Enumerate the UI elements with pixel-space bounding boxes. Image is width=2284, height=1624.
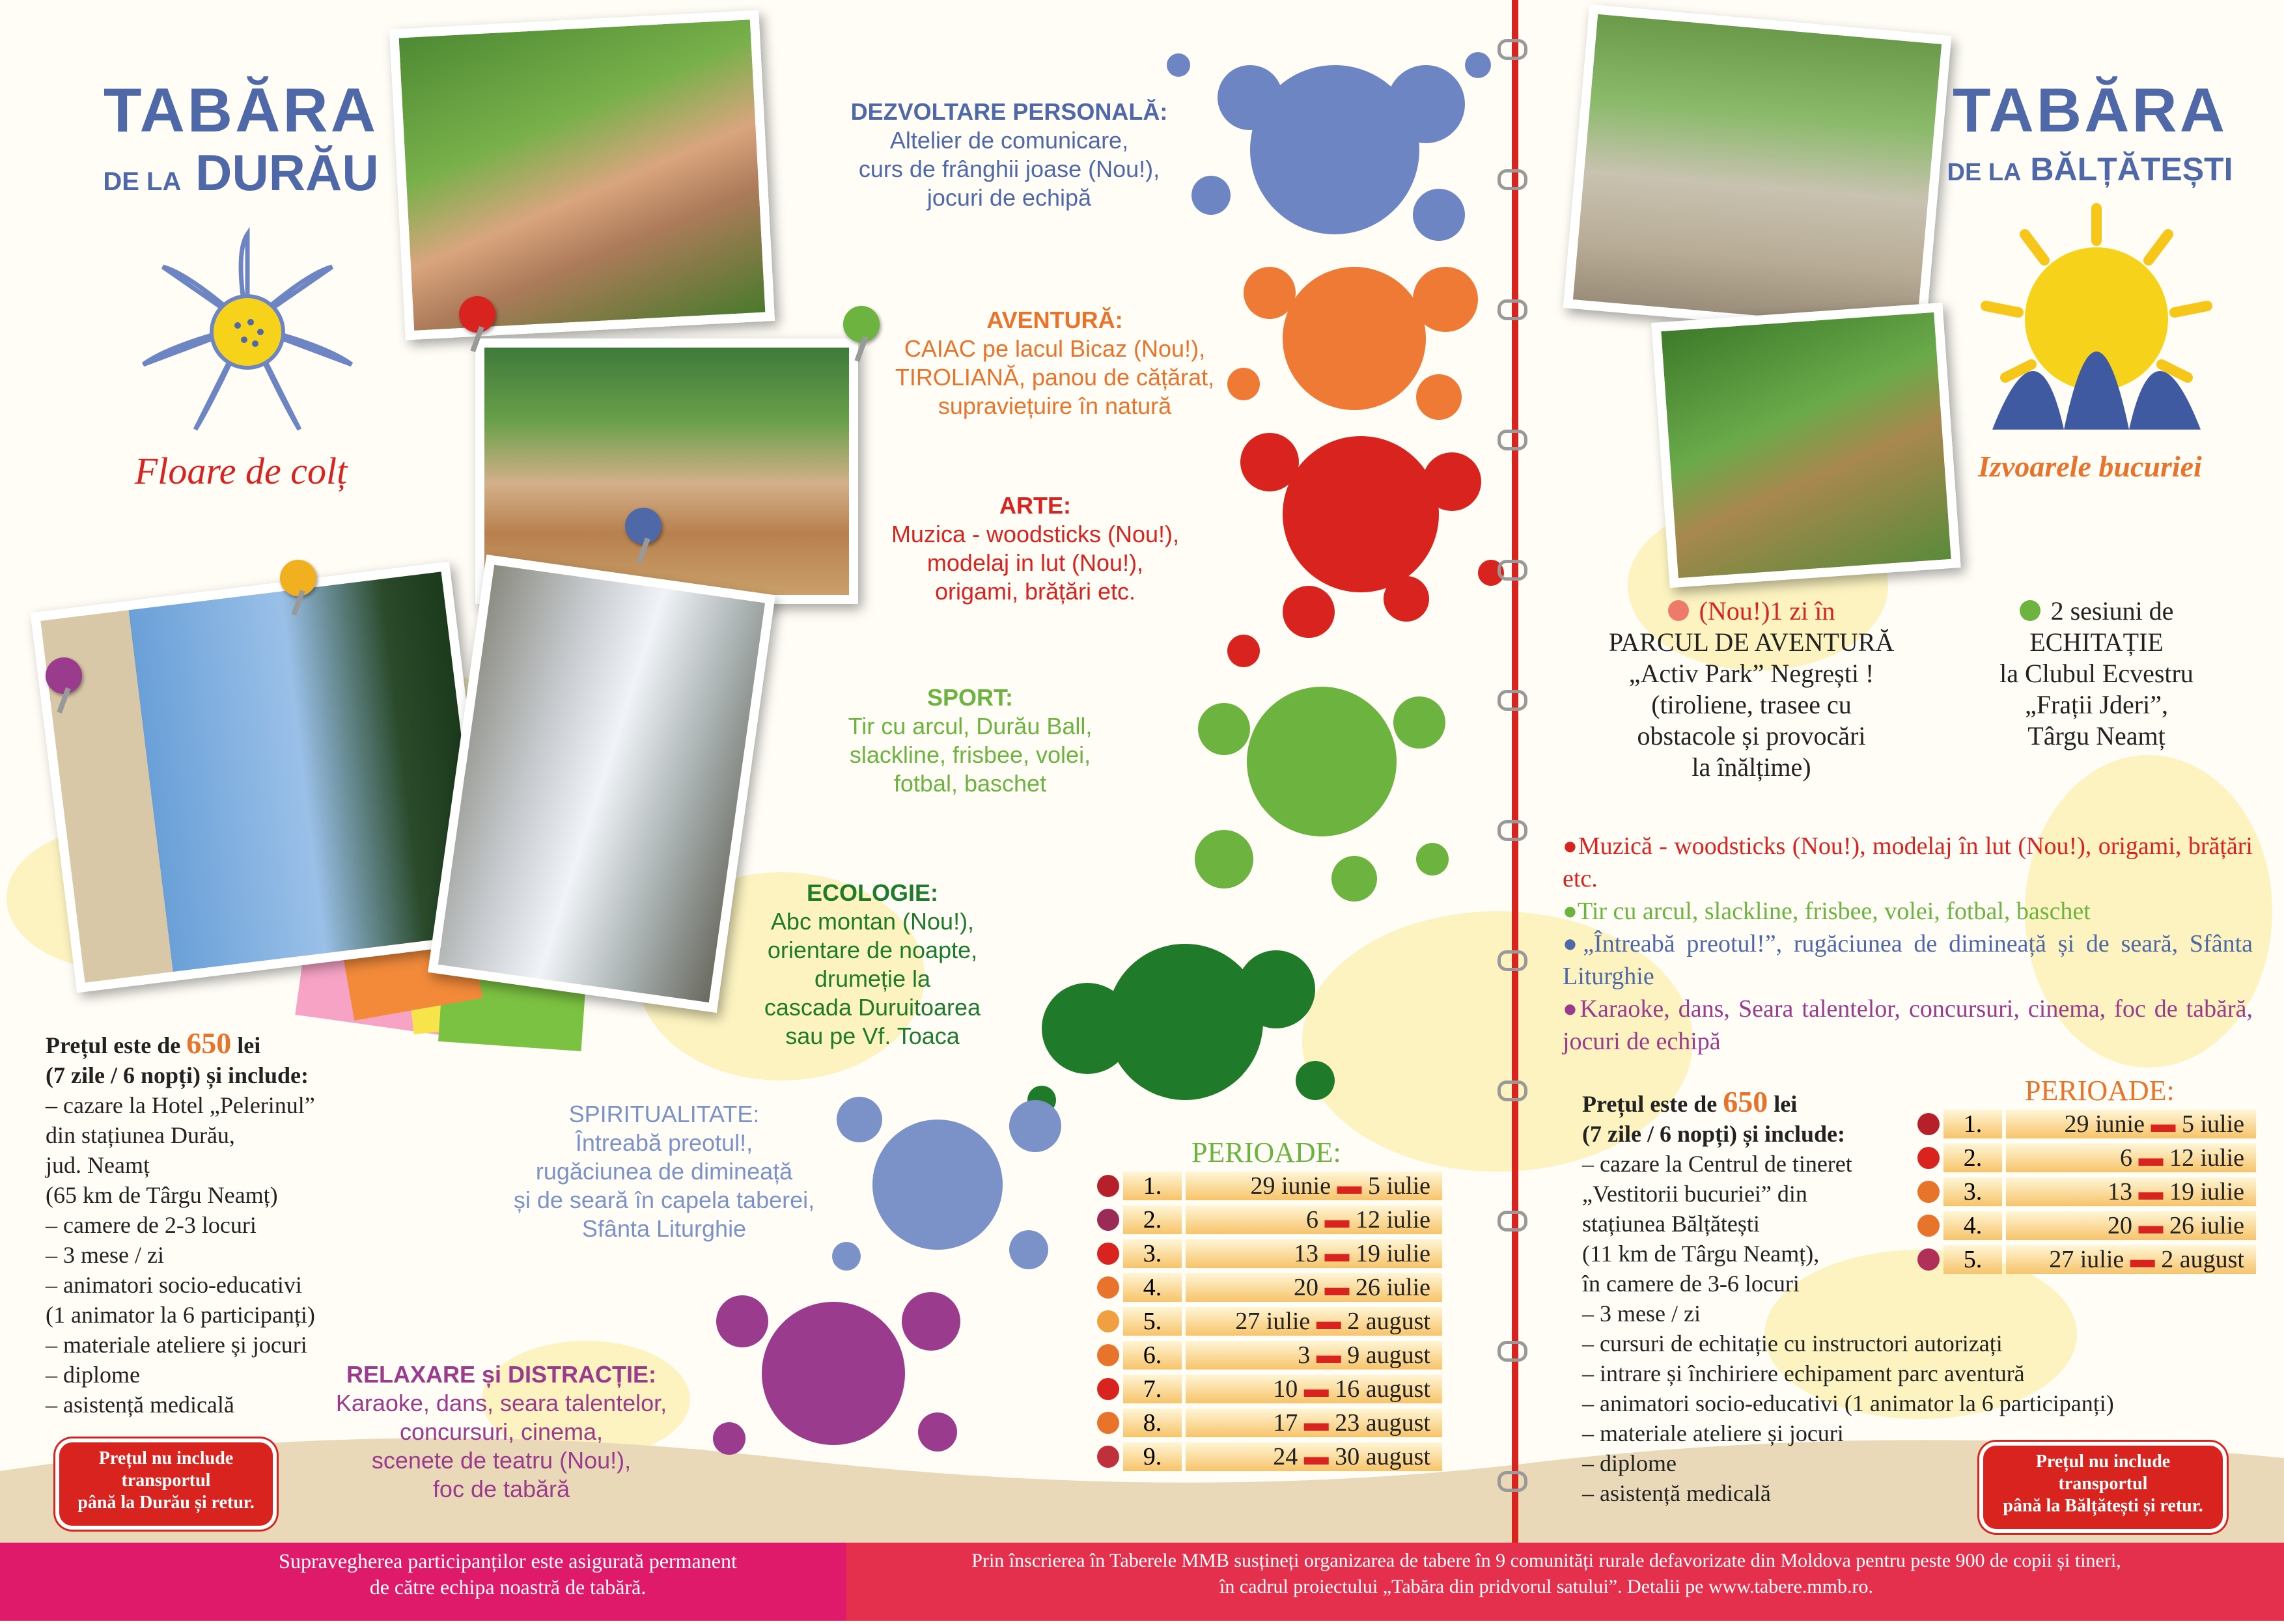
right-title [1927,78,2253,199]
activity-arts [853,491,1218,606]
period-end: 2 august [2161,1246,2244,1273]
period-dot [1097,1276,1119,1299]
bullet-dot: ● [1563,833,1578,860]
price-item: jud. Neamț [46,1152,150,1178]
period-start: 3 [1298,1342,1311,1369]
bullet-dot: ● [1563,898,1578,925]
activity-line: jocuri de echipă [926,184,1092,211]
right-periods-title: PERIOADE: [2025,1075,2175,1107]
feature-line: obstacole și provocări [1637,721,1866,750]
period-dash: ▬ [1337,1172,1362,1200]
period-end: 2 august [1347,1308,1430,1335]
activity-heading: SPORT: [926,684,1013,711]
period-start: 13 [1293,1240,1318,1267]
price-item: – asistență medicală [1582,1480,1771,1506]
period-dot [1097,1446,1119,1468]
period-num: 5. [1123,1307,1182,1336]
feature-line: la Clubul Ecvestru [1999,659,2193,688]
ring [1497,950,1527,971]
right-title-line2-wrap [1927,143,2253,199]
period-dates [1186,1205,1442,1234]
activity-heading: ECOLOGIE: [806,879,938,906]
feature-dot-icon [1668,600,1689,621]
period-end: 30 august [1335,1443,1430,1470]
period-row [1123,1375,1442,1403]
period-start: 29 iunie [1250,1172,1331,1200]
activity-line: slackline, frisbee, volei, [849,741,1091,768]
pin-blue [625,508,662,544]
left-price-block [46,1028,384,1420]
period-dot [1097,1175,1119,1197]
price-item: – animatori socio-educativi [46,1272,302,1298]
right-logo-caption: Izvoarele bucuriei [1978,450,2202,483]
bullet-dot: ● [1563,930,1583,957]
period-num: 2. [1123,1205,1182,1234]
period-end: 19 iulie [2169,1178,2244,1205]
period-start: 20 [1293,1274,1318,1301]
price-item: – 3 mese / zi [46,1242,164,1268]
transport-line: Prețul nu include [98,1448,234,1468]
period-row [1123,1307,1442,1336]
period-num: 8. [1123,1409,1182,1437]
transport-line: transportul [121,1470,211,1491]
activity-heading: AVENTURĂ: [986,307,1123,333]
activity-bullet [1563,993,2253,1058]
transport-line: până la Durău și retur. [77,1493,255,1513]
period-end: 26 iulie [1355,1274,1430,1301]
footer-line: în cadrul proiectului „Tabăra din pridvorul satului”. Detalii pe www.tabere.mmb.ro. [1219,1576,1873,1597]
period-dash: ▬ [2130,1246,2155,1273]
period-row [1943,1177,2256,1206]
period-dot [1097,1310,1119,1332]
activity-line: fotbal, baschet [893,770,1047,797]
period-dot [1097,1209,1119,1231]
period-end: 5 iulie [1367,1172,1430,1200]
bullet-text: Muzică - woodsticks (Nou!), modelaj în lut (Nou!), origami, brățări etc. [1563,833,2253,892]
period-row [1943,1144,2256,1172]
right-title-line1: TABĂRA [1952,76,2228,145]
price-label-after: lei [237,1032,261,1058]
ring [1497,299,1527,320]
period-end: 12 iulie [1355,1206,1430,1233]
period-row [1123,1205,1442,1234]
photo-climbing-wall [31,562,496,993]
period-dates [2006,1144,2256,1172]
footer-left [215,1548,801,1600]
period-num: 4. [1123,1273,1182,1302]
left-title-line2-wrap [98,143,384,211]
period-row [1123,1442,1442,1471]
period-num: 4. [1943,1211,2002,1240]
activity-line: curs de frânghii joase (Nou!), [858,156,1160,182]
period-dates [1186,1409,1442,1437]
period-start: 27 iulie [1235,1308,1311,1335]
price-item: – 3 mese / zi [1582,1301,1701,1327]
feature-adventure-park [1563,596,1940,783]
price-item: – cazare la Hotel „Pelerinul” [46,1092,315,1118]
feature-line [1940,596,2253,627]
period-row [1123,1341,1442,1369]
price-item: – diplome [46,1362,140,1388]
period-dash: ▬ [1303,1443,1329,1470]
activity-line: modelaj in lut (Nou!), [926,549,1144,576]
pin-red [459,296,495,333]
activity-line: Tir cu arcul, Durău Ball, [848,713,1093,739]
feature-equestrian [1940,596,2253,752]
price-item: – intrare și închiriere echipament parc aventură [1582,1360,2025,1386]
period-dates [1186,1341,1442,1369]
activity-heading: RELAXARE și DISTRACȚIE: [346,1361,657,1388]
bullet-text: Karaoke, dans, Seara talentelor, concursuri, cinema, foc de tabără, jocuri de echipă [1563,995,2253,1055]
footer-line: de către echipa noastră de tabără. [369,1575,647,1599]
left-title-line2: DURĂU [195,144,379,201]
pin-yellow [280,560,316,596]
transport-line: Prețul nu include [2035,1452,2171,1472]
price-item: – materiale ateliere și jocuri [46,1332,307,1358]
price-item: „Vestitorii bucuriei” din [1582,1181,1807,1207]
activity-line: concursuri, cinema, [399,1418,604,1445]
ring [1497,1341,1527,1362]
activity-heading: DEZVOLTARE PERSONALĂ: [850,98,1168,125]
period-dash: ▬ [1316,1308,1341,1335]
right-periods-table [1943,1110,2256,1279]
period-dates [1186,1375,1442,1403]
period-dot [1917,1181,1940,1203]
feature-line: „Frații Jderi”, [2025,690,2168,719]
period-dot [1097,1378,1119,1400]
price-item: (11 km de Târgu Neamț), [1582,1241,1820,1267]
activity-line: scenete de teatru (Nou!), [371,1447,632,1474]
price-amount: 650 [186,1026,232,1060]
period-row [1943,1211,2256,1240]
footer-line: Prin înscrierea în Taberele MMB susțineți organizarea de tabere în 9 comunități rurale defavorizate din Moldova pentru peste 900 de copii și tineri, [971,1550,2121,1571]
feature-line: ECHITAȚIE [2029,627,2164,657]
period-start: 10 [1273,1375,1298,1403]
transport-line: transportul [2058,1474,2148,1494]
activity-line: Altelier de comunicare, [889,127,1129,154]
period-row [1943,1245,2256,1274]
photo-waterfall [428,555,775,1013]
period-dash: ▬ [2138,1212,2164,1239]
period-dash: ▬ [1324,1206,1350,1233]
period-end: 16 august [1335,1375,1430,1403]
feature-dot-icon [2020,600,2040,621]
activity-bullet [1563,895,2253,928]
feature-line: „Activ Park” Negrești ! [1628,659,1874,688]
splat-green [1159,664,1471,937]
activity-line: cascada Duruitoarea [764,994,981,1021]
price-item: – asistență medicală [46,1392,234,1418]
period-row [1123,1409,1442,1437]
period-dash: ▬ [1324,1240,1350,1267]
period-end: 26 iulie [2169,1212,2244,1239]
ring [1497,169,1527,190]
period-dash: ▬ [2151,1110,2176,1138]
activity-line: TIROLIANĂ, panou de cățărat, [895,364,1215,391]
period-row [1123,1239,1442,1268]
price-duration: (7 zile / 6 nopți) și include: [46,1062,309,1088]
period-dot [1097,1243,1119,1265]
feature-line: (tiroliene, trasee cu [1651,690,1852,719]
splat-purple [684,1263,983,1484]
activity-line: Întreabă preotul!, [575,1129,753,1156]
ring [1497,1211,1527,1232]
bullet-dot: ● [1563,995,1580,1023]
period-dates [1186,1239,1442,1268]
period-start: 17 [1273,1409,1298,1437]
period-row [1123,1172,1442,1200]
period-start: 6 [1305,1206,1318,1233]
period-num: 1. [1943,1110,2002,1138]
activity-line: rugăciunea de dimineață [535,1158,793,1185]
activity-line: supraviețuire în natură [938,392,1172,419]
notebook-rings [1497,0,1537,1543]
footer-line: Supravegherea participanților este asigurată permanent [279,1549,737,1573]
activity-bullet [1563,830,2253,895]
period-dash: ▬ [1303,1375,1329,1403]
activity-line: și de seară în capela taberei, [513,1187,815,1213]
left-title [98,78,384,211]
right-transport-note [1979,1442,2227,1533]
period-dash: ▬ [2138,1144,2164,1172]
period-dates [2006,1110,2256,1138]
edelweiss-logo [117,215,378,456]
period-num: 6. [1123,1341,1182,1369]
footer-right [846,1548,2246,1600]
bullet-text: „Întreabă preotul!”, rugăciunea de dimineață și de seară, Sfânta Liturghie [1563,930,2253,990]
period-dash: ▬ [1324,1274,1350,1301]
ring [1497,690,1527,711]
price-item: (1 animator la 6 participanți) [46,1302,315,1328]
splat-red [1191,404,1530,677]
activity-line: orientare de noapte, [767,937,978,963]
period-end: 12 iulie [2169,1144,2244,1172]
left-title-line1: TABĂRA [103,76,379,145]
splat-blue [1152,26,1517,273]
price-item: din stațiunea Durău, [46,1122,235,1148]
activity-sport [807,683,1133,798]
period-dates [2006,1211,2256,1240]
price-item: – cursuri de echitație cu instructori autorizați [1582,1330,2003,1356]
price-item: – cazare la Centrul de tineret [1582,1151,1852,1177]
activity-line: Muzica - woodsticks (Nou!), [891,521,1180,547]
price-label-before: Prețul este de [1582,1091,1718,1117]
period-row [1123,1273,1442,1302]
price-duration: (7 zile / 6 nopți) și include: [1582,1121,1845,1147]
period-num: 9. [1123,1442,1182,1471]
period-dot [1917,1113,1940,1135]
feature-line [1563,596,1940,627]
price-item: – materiale ateliere și jocuri [1582,1420,1844,1446]
period-dot [1917,1248,1940,1271]
period-start: 29 iunie [2064,1110,2145,1138]
ring [1497,39,1527,60]
activity-heading: SPIRITUALITATE: [568,1101,760,1127]
ring [1497,560,1527,581]
activity-line: Karaoke, dans, seara talentelor, [335,1390,667,1416]
price-label-after: lei [1774,1091,1798,1117]
price-item: (65 km de Târgu Neamț) [46,1182,278,1208]
period-start: 27 iulie [2049,1246,2124,1273]
price-item: – animatori socio-educativi (1 animator la 6 participanți) [1582,1390,2114,1416]
price-item: – diplome [1582,1450,1677,1476]
ring [1497,430,1527,450]
price-item: stațiunea Bălțătești [1582,1211,1760,1237]
period-dates [1186,1273,1442,1302]
photo-horse-riding [1563,5,1952,340]
period-dash: ▬ [1316,1342,1341,1369]
period-dates [2006,1245,2256,1274]
period-dot [1917,1147,1940,1169]
activity-heading: ARTE: [999,492,1071,519]
period-start: 20 [2107,1212,2132,1239]
period-num: 5. [1943,1245,2002,1274]
period-num: 3. [1943,1177,2002,1206]
right-title-line2: BĂLȚĂTEȘTI [2030,151,2233,187]
period-num: 7. [1123,1375,1182,1403]
photo-girls-lying [389,10,775,340]
activity-bullet [1563,928,2253,993]
period-dot [1097,1412,1119,1434]
activity-line: Sfânta Liturghie [581,1215,747,1242]
activity-line: sau pe Vf. Toaca [785,1023,960,1049]
price-item: în camere de 3-6 locuri [1582,1271,1800,1297]
pin-purple [46,657,82,694]
left-transport-note [55,1438,277,1530]
period-start: 6 [2119,1144,2132,1172]
period-dates [1186,1172,1442,1200]
bullet-text: Tir cu arcul, slackline, frisbee, volei, fotbal, baschet [1577,898,2091,925]
ring [1497,1471,1527,1492]
splat-lightblue [807,1067,1081,1289]
period-dot [1097,1344,1119,1366]
period-num: 3. [1123,1239,1182,1268]
period-dot [1917,1215,1940,1237]
price-line [46,1028,384,1060]
activity-ecology [729,879,1016,1051]
feature-line: Târgu Neamț [2027,721,2166,750]
activity-line: CAIAC pe lacul Bicaz (Nou!), [904,335,1206,362]
left-periods-table [1123,1172,1442,1484]
photo-adventure-park [1651,303,1960,588]
period-end: 5 iulie [2181,1110,2244,1138]
activity-line: Abc montan (Nou!), [770,908,975,935]
period-row [1943,1110,2256,1138]
activity-line: foc de tabără [432,1476,570,1502]
transport-line: până la Bălțătești și retur. [2003,1496,2203,1516]
activity-personal [846,98,1172,212]
period-dates [2006,1177,2256,1206]
period-start: 13 [2107,1178,2132,1205]
period-end: 23 august [1335,1409,1430,1437]
price-item: – camere de 2-3 locuri [46,1212,257,1238]
period-dates [1186,1442,1442,1471]
feature-new-label: (Nou!)1 zi în [1699,596,1835,626]
ring [1497,1080,1527,1101]
left-title-prefix: DE LA [103,167,182,196]
left-periods-title: PERIOADE: [1191,1136,1341,1168]
right-title-prefix: DE LA [1947,159,2022,186]
period-dash: ▬ [1303,1409,1329,1437]
activity-adventure [866,306,1244,420]
activity-spirituality [482,1100,846,1243]
feature-line: PARCUL DE AVENTURĂ [1608,627,1895,657]
price-amount: 650 [1723,1085,1768,1118]
period-end: 9 august [1347,1342,1430,1369]
activity-line: drumeție la [814,965,931,992]
ring [1497,820,1527,841]
feature-line-text: 2 sesiuni de [2050,596,2174,626]
period-num: 2. [1943,1144,2002,1172]
right-activity-bullets [1563,830,2253,1058]
sun-logo [1966,195,2227,456]
period-dates [1186,1307,1442,1336]
price-label-before: Prețul este de [46,1032,181,1058]
period-num: 1. [1123,1172,1182,1200]
period-start: 24 [1273,1443,1298,1470]
period-dash: ▬ [2138,1178,2164,1205]
left-logo-caption: Floare de colț [134,450,348,492]
period-end: 19 iulie [1355,1240,1430,1267]
activity-line: origami, brățări etc. [934,578,1136,605]
feature-line: la înălțime) [1692,752,1811,782]
